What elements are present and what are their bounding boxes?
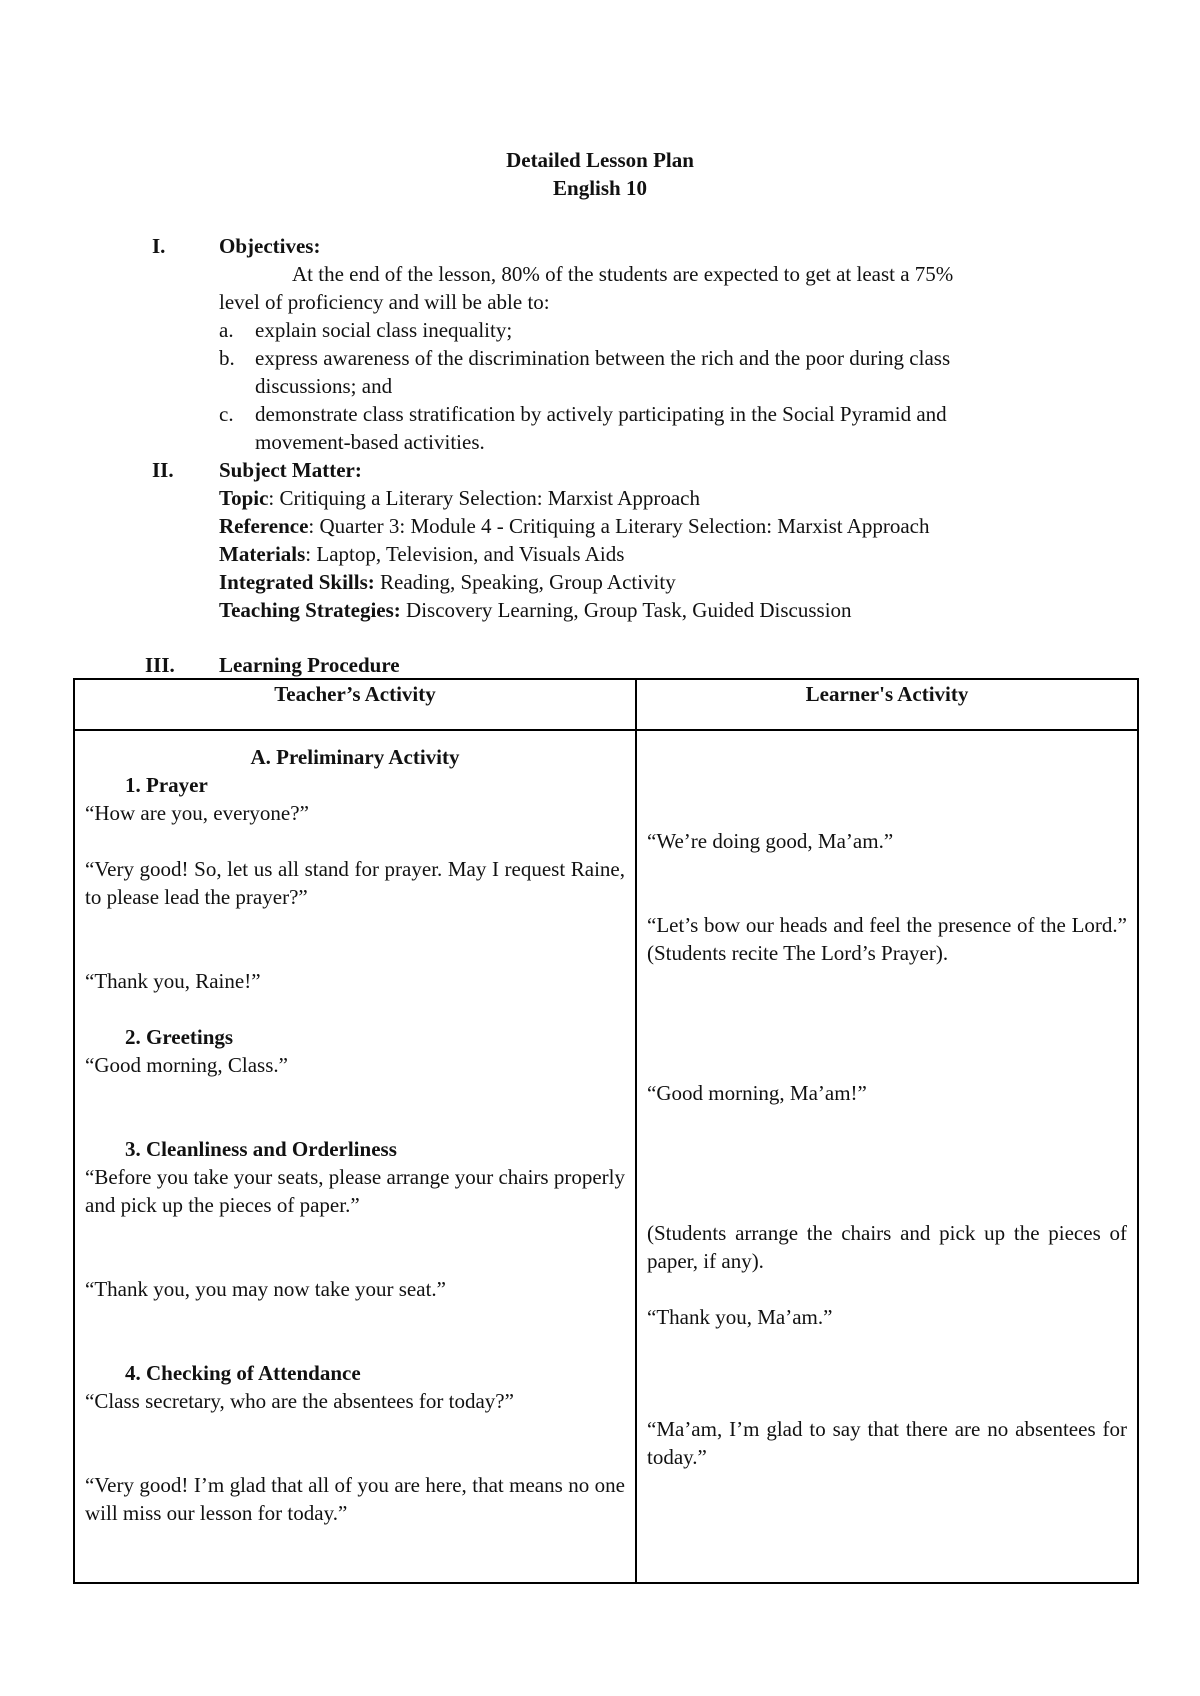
section-numeral-procedure: III.: [145, 653, 175, 677]
subject-matter-heading: Subject Matter:: [219, 458, 362, 482]
teacher-activity-cell: [74, 730, 636, 1583]
objective-b-line2: discussions; and: [255, 374, 393, 398]
objectives-intro-line2: level of proficiency and will be able to:: [219, 290, 550, 314]
learner-response-5: “Thank you, Ma’am.”: [647, 1305, 833, 1329]
objective-c-letter: c.: [219, 402, 234, 426]
subject-topic-value: Critiquing a Literary Selection: Marxist Approach: [279, 486, 700, 510]
objective-c-line1: demonstrate class stratification by actively participating in the Social Pyramid and: [255, 402, 947, 426]
learning-procedure-table: [73, 678, 1139, 1584]
subject-integrated-skills: [219, 568, 676, 596]
subject-strategies-label: Teaching Strategies:: [219, 598, 401, 622]
subject-reference: Reference: Quarter 3: Module 4 - Critiquing a Literary Selection: Marxist Approach: [219, 514, 930, 538]
learner-response-3: “Good morning, Ma’am!”: [647, 1081, 867, 1105]
subject-skills-label: Integrated Skills:: [219, 570, 375, 594]
subject-materials-label: Materials: [219, 542, 306, 566]
objective-b-line1: express awareness of the discrimination between the rich and the poor during class: [255, 346, 951, 370]
section-numeral-subject-matter: II.: [152, 458, 174, 482]
teacher-prayer-request: “Very good! So, let us all stand for prayer. May I request Raine, to please lead the prayer?”: [85, 857, 625, 909]
teacher-cleanliness-instruction: “Before you take your seats, please arrange your chairs properly and pick up the pieces of paper.”: [85, 1165, 625, 1217]
objectives-intro-line1: At the end of the lesson, 80% of the students are expected to get at least a 75%: [292, 262, 954, 286]
teacher-attendance-response: “Very good! I’m glad that all of you are here, that means no one will miss our lesson for today.”: [85, 1473, 625, 1525]
preliminary-activity-heading: A. Preliminary Activity: [250, 745, 460, 769]
objective-b-letter: b.: [219, 346, 235, 370]
teacher-prayer-thanks: “Thank you, Raine!”: [85, 969, 261, 993]
attendance-heading: 4. Checking of Attendance: [125, 1361, 361, 1385]
prayer-heading: 1. Prayer: [125, 773, 208, 797]
objectives-heading: Objectives:: [219, 234, 321, 258]
subject-strategies-value: Discovery Learning, Group Task, Guided Discussion: [406, 598, 852, 622]
teacher-greeting: “Good morning, Class.”: [85, 1053, 288, 1077]
learner-response-4: (Students arrange the chairs and pick up the pieces of paper, if any).: [647, 1221, 1127, 1273]
objective-c-line2: movement-based activities.: [255, 430, 485, 454]
learner-response-2: “Let’s bow our heads and feel the presence of the Lord.” (Students recite The Lord’s Prayer).: [647, 913, 1127, 965]
procedure-heading: Learning Procedure: [219, 653, 400, 677]
document-title: Detailed Lesson Plan: [506, 148, 694, 172]
subject-teaching-strategies: [219, 596, 852, 624]
subject-topic: Topic: Critiquing a Literary Selection: Marxist Approach: [219, 486, 700, 510]
cleanliness-heading: 3. Cleanliness and Orderliness: [125, 1137, 397, 1161]
section-numeral-objectives: I.: [152, 234, 166, 258]
column-header-teacher: Teacher’s Activity: [74, 679, 636, 730]
subject-reference-value: Quarter 3: Module 4 - Critiquing a Literary Selection: Marxist Approach: [319, 514, 930, 538]
subject-materials: Materials: Laptop, Television, and Visuals Aids: [219, 542, 625, 566]
learner-response-1: “We’re doing good, Ma’am.”: [647, 829, 894, 853]
subject-materials-value: Laptop, Television, and Visuals Aids: [316, 542, 625, 566]
subject-reference-label: Reference: [219, 514, 309, 538]
teacher-cleanliness-thanks: “Thank you, you may now take your seat.”: [85, 1277, 446, 1301]
greetings-heading: 2. Greetings: [125, 1025, 234, 1049]
subject-topic-label: Topic: [219, 486, 269, 510]
objective-a-text: explain social class inequality;: [255, 318, 513, 342]
teacher-attendance-question: “Class secretary, who are the absentees for today?”: [85, 1389, 514, 1413]
document-subtitle: English 10: [553, 176, 647, 200]
objective-a-letter: a.: [219, 318, 234, 342]
learner-response-6: “Ma’am, I’m glad to say that there are no absentees for today.”: [647, 1417, 1127, 1469]
learner-activity-cell: [636, 730, 1138, 1583]
column-header-learner: Learner's Activity: [636, 679, 1138, 730]
teacher-prayer-question: “How are you, everyone?”: [85, 801, 309, 825]
subject-skills-value: Reading, Speaking, Group Activity: [380, 570, 676, 594]
